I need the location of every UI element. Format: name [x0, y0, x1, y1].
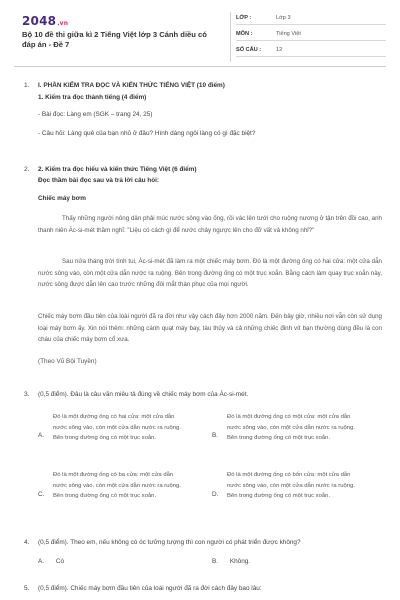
question-number: 4.: [24, 539, 30, 546]
site-logo[interactable]: [22, 14, 68, 28]
question-text: (0,5 điểm). Chiếc máy bơm đầu tiên của loài người đã ra đời cách đây bao lâu:: [38, 585, 262, 592]
info-key: MÔN :: [236, 31, 253, 37]
question-text: (0,5 điểm). Theo em, nếu không có óc tưởng tượng thì con người có phát triển được không?: [38, 539, 301, 546]
info-value: Tiếng Việt: [276, 31, 301, 37]
info-key: SỐ CÂU :: [236, 47, 262, 53]
story-title: Chiếc máy bơm: [38, 195, 86, 202]
option-text: Không.: [229, 558, 251, 565]
reading-question: - Câu hỏi: Làng quê của bạn nhỏ ở đâu? Hình dáng ngôi làng có gì đặc biệt?: [38, 130, 256, 137]
option-d-text[interactable]: Đó là một đường ống có bốn cửa: một cửa dẫn nước sông vào, còn một cửa dẫn nước ra ruộng. Bên trong đường ống có một trục xoắn.: [227, 472, 355, 500]
option-c-letter[interactable]: C.: [38, 491, 45, 498]
question-number: 2.: [24, 166, 30, 173]
question-number: 3.: [24, 391, 30, 398]
header-divider: [230, 12, 231, 62]
info-value: 12: [276, 47, 283, 53]
logo-text: 2048: [22, 14, 57, 28]
exam-title: Bộ 10 đề thi giữa kì 2 Tiếng Việt lớp 3 Cánh diều có đáp án - Đề 7: [22, 30, 207, 49]
option-letter: A.: [38, 558, 45, 565]
logo-suffix: .vn: [57, 20, 69, 27]
section-subheading: 1. Kiểm tra đọc thành tiếng (4 điểm): [38, 94, 147, 101]
question-number: 5.: [24, 585, 30, 592]
option-a[interactable]: [38, 558, 64, 565]
option-b[interactable]: [212, 558, 250, 565]
reading-text: - Bài đọc: Làng em (SGK – trang 24, 25): [38, 111, 153, 118]
instruction-text: Đọc thầm bài đọc sau và trả lời câu hỏi:: [38, 177, 160, 184]
option-d-letter[interactable]: D.: [212, 491, 219, 498]
option-a-letter[interactable]: A.: [38, 432, 45, 439]
section-heading: 2. Kiểm tra đọc hiểu và kiến thức Tiếng Việt (6 điểm): [38, 166, 197, 173]
story-paragraph: Chiếc máy bơm đầu tiên của loài người đã ra đời như vậy cách đây hơn 2000 năm. Đến bây giờ, nhiều nơi vẫn còn sử dụng loại máy bơm ấy. Xin nói thêm: những cánh quạt máy bay, tàu thủy và cả những chiếc đinh vít bạn thường dùng đều là con cháu của chiếc máy bơm cổ xưa.: [38, 313, 382, 343]
option-text: Có: [55, 558, 64, 565]
info-key: LỚP :: [236, 15, 252, 21]
info-value: Lớp 3: [276, 15, 291, 21]
section-heading: I. PHẦN KIỂM TRA ĐỌC VÀ KIẾN THỨC TIẾNG VIỆT (10 điểm): [38, 82, 225, 89]
story-source: (Theo Vũ Bội Tuyền): [38, 358, 97, 365]
option-a-text[interactable]: Đó là một đường ống có hai cửa: một cửa dẫn nước sông vào, còn một cửa dẫn nước ra ruộng. Bên trong đường ống có một trục xoắn.: [53, 414, 181, 442]
option-c-text[interactable]: Đó là một đường ống có ba cửa: một cửa dẫn nước sông vào, còn một cửa dẫn nước ra ruộng. Bên trong đường ống có một trục xoắn.: [53, 472, 181, 500]
option-letter: B.: [212, 558, 219, 565]
question-number: 1.: [24, 82, 30, 89]
story-paragraph: Thấy những người nông dân phải múc nước sông vào ống, rồi vác lên tưới cho ruộng nương ở tận trên đồi cao, anh thanh niên Ác-si-mét thầm nghĩ: "Liệu có cách gì để nước chảy ngược lên cho đỡ vất vả không nhỉ?": [38, 215, 382, 234]
story-paragraph: Sau nửa tháng trời tính tui, Ác-si-mét đã làm ra một chiếc máy bơm. Đó là một đường ống có hai cửa: một cửa dẫn nước sông vào, còn một cửa dẫn nước ra ruộng. Bên trong đường ống có một trục xoắn. Bằng cách làm quay trục xoắn này, nước sông được dẫn lên cao trước những đôi mắt thán phục của mọi người.: [38, 258, 382, 288]
option-b-letter[interactable]: B.: [212, 432, 219, 439]
document-header: [14, 8, 386, 62]
option-b-text[interactable]: Đó là một đường ống có một cửa: một cửa dẫn nước sông vào, còn một cửa dẫn nước ra ruộng. Bên trong đường ống có một trục xoắn.: [227, 414, 355, 442]
header-separator: [14, 66, 386, 67]
question-text: (0,5 điểm). Đâu là câu văn miêu tả đúng về chiếc máy bơm của Ác-si-mét.: [38, 391, 249, 398]
